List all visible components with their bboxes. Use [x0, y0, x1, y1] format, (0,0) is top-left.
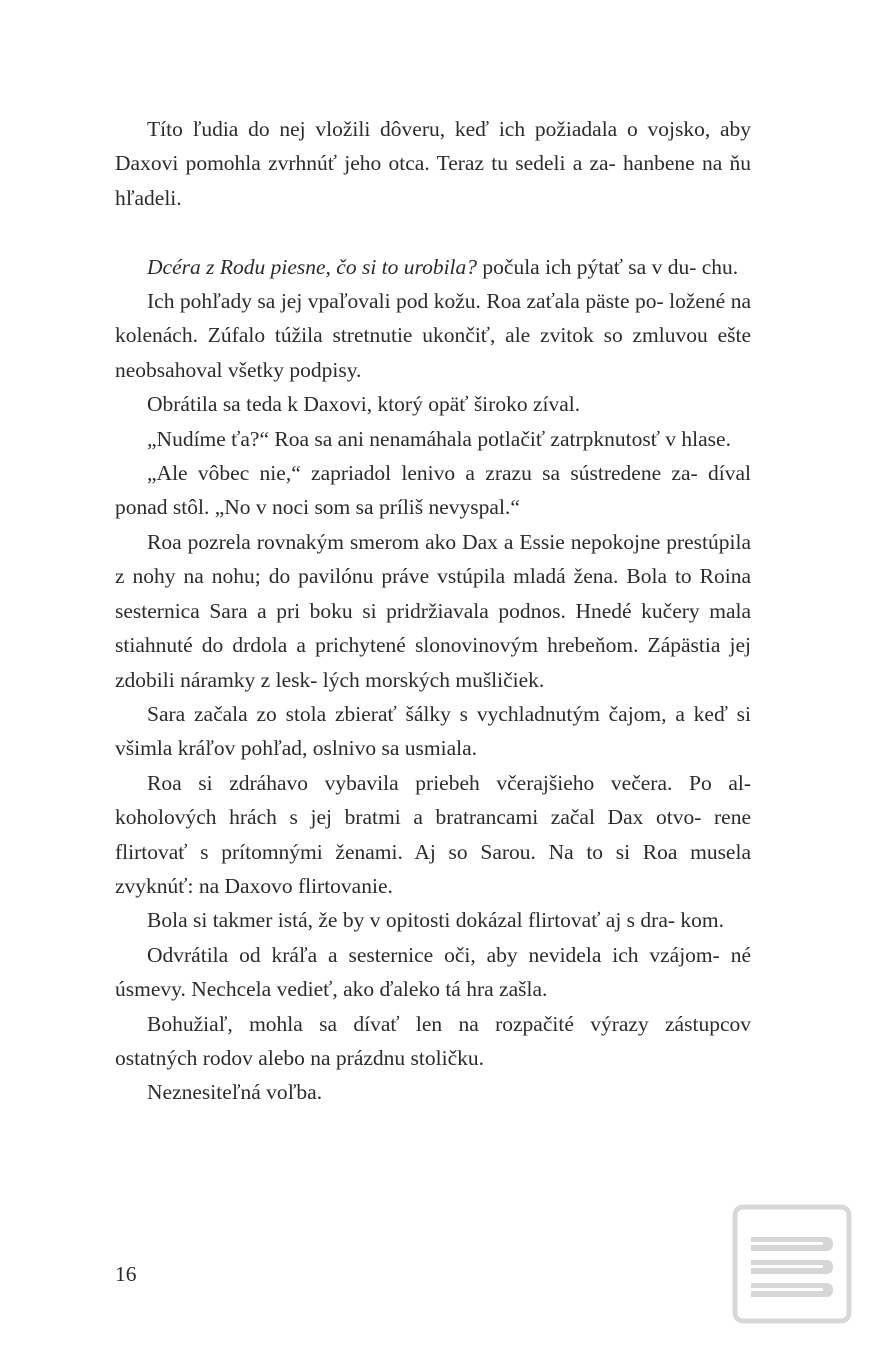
text-line: „Nudíme ťa?“ Roa sa ani nenamáhala potlačiť zatrpknutosť — [147, 426, 660, 451]
paragraph — [115, 456, 751, 525]
text-line: ostatných rodov alebo na prázdnu stoličku. — [115, 1045, 484, 1070]
text-line: Roa si zdráhavo vybavila priebeh včerajšieho večera. Po al- — [147, 770, 751, 795]
paragraph — [115, 1007, 751, 1076]
text-line: Ich pohľady sa jej vpaľovali pod kožu. Roa zaťala päste po- — [147, 289, 664, 314]
italic-thought: Dcéra z Rodu piesne, čo si to urobila? — [147, 254, 478, 279]
text-line: Títo ľudia do nej vložili dôveru, keď ich požiadala o vojsko, — [147, 117, 711, 141]
text-line: počula ich pýtať sa v du- — [482, 254, 697, 279]
text-line: „Ale vôbec nie,“ zapriadol lenivo a zrazu sa sústredene za- — [147, 461, 698, 486]
paragraph — [115, 938, 751, 1007]
paragraph — [115, 766, 751, 904]
text-line: koholových hrách s jej bratmi a bratrancami začal Dax otvo- — [115, 805, 702, 830]
paragraph — [115, 284, 751, 387]
text-line: ložené na kolenách. Zúfalo túžila stretnutie ukončiť, ale zvitok — [115, 289, 751, 348]
text-line: Odvrátila od kráľa a sesternice oči, aby nevidela ich vzájom- — [147, 942, 720, 967]
text-line: díval ponad stôl. „No v noci som sa príliš nevyspal.“ — [115, 461, 752, 520]
text-line: hanbene na ňu hľadeli. — [115, 151, 752, 210]
text-line: aby Daxovi pomohla zvrhnúť jeho otca. Teraz tu sedeli a za- — [115, 117, 752, 176]
paragraph — [115, 1075, 751, 1109]
text-line: prestúpila z nohy na nohu; do pavilónu práve vstúpila mladá — [115, 529, 752, 589]
text-line: rene flirtovať s prítomnými ženami. Aj so Sarou. Na to si Roa — [115, 805, 751, 864]
text-line: Roa pozrela rovnakým smerom ako Dax a Essie nepokojne — [147, 529, 661, 554]
paragraph — [115, 903, 751, 937]
text-line: Bola si takmer istá, že by v opitosti dokázal flirtovať aj s dra- — [147, 908, 676, 933]
text-line: slonovinovým hrebeňom. Zápästia jej zdobili náramky z lesk- — [115, 633, 751, 692]
text-line: so zmluvou ešte neobsahoval všetky podpisy. — [115, 323, 751, 382]
text-line: žena. Bola to Roina sesternica Sara a pri boku si pridržiavala — [115, 564, 752, 623]
paragraph — [115, 387, 751, 421]
text-line: musela zvyknúť: na Daxovo flirtovanie. — [115, 839, 751, 898]
text-line: Bohužiaľ, mohla sa dívať len na rozpačité výrazy zástupcov — [147, 1011, 751, 1036]
page-number: 16 — [115, 1262, 137, 1286]
text-line: v hlase. — [665, 426, 731, 451]
paragraph — [115, 422, 751, 456]
paragraph — [115, 697, 751, 766]
paragraph — [115, 525, 751, 697]
paragraph — [115, 250, 751, 284]
text-line: Sara začala zo stola zbierať šálky s vychladnutým čajom, a keď — [147, 701, 728, 726]
paragraph — [115, 112, 751, 250]
text-line: né úsmevy. Nechcela vedieť, ako ďaleko tá hra zašla. — [115, 942, 751, 1002]
text-line: lých morských mušličiek. — [322, 667, 545, 692]
text-line: chu. — [701, 254, 739, 279]
text-line: kom. — [680, 908, 725, 933]
page-text — [115, 112, 751, 1110]
book-stack-logo-icon — [732, 1204, 852, 1324]
text-line: Obrátila sa teda k Daxovi, ktorý opäť široko zíval. — [147, 392, 581, 417]
text-line: si všimla kráľov pohľad, oslnivo sa usmiala. — [115, 701, 751, 761]
text-line: podnos. Hnedé kučery mala stiahnuté do drdola a prichytené — [115, 598, 752, 658]
text-line: Neznesiteľná voľba. — [147, 1080, 323, 1105]
